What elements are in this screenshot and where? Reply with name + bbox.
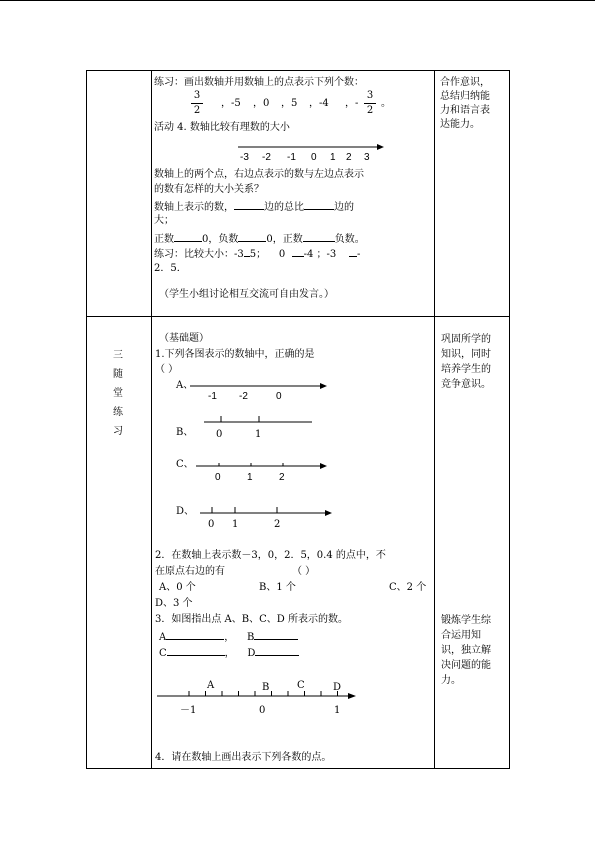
option-c-axis <box>196 463 327 469</box>
answer-blank[interactable] <box>167 645 225 656</box>
axis-number-label: －1 <box>180 705 197 716</box>
question-2-line-1: 2．在数轴上表示数－3，0，2．5，0.4 的点中，不 <box>155 550 386 561</box>
axis-tick-label: 1 <box>330 152 336 163</box>
fill-in-sentence-1-end: 大； <box>154 215 174 226</box>
question-2-paren: （ ） <box>292 566 316 577</box>
option-d-tick-label: 0 <box>208 519 215 530</box>
option-b-tick-label: 1 <box>255 429 262 440</box>
compare-text: 练习：比较大小：-3 <box>154 249 244 260</box>
fill-text: 0，正数 <box>266 234 303 245</box>
value-end: 。 <box>381 98 391 109</box>
question-3-axis <box>157 691 356 699</box>
question-2-option-a: A、0 个 <box>159 582 196 593</box>
fill-text: 0，负数 <box>202 234 239 245</box>
option-d-tick-label: 2 <box>274 519 281 530</box>
value-item: ，5 <box>281 98 298 109</box>
axis-point-label: B <box>262 682 270 693</box>
right-note-line: 力。 <box>441 675 461 686</box>
point-label: D <box>247 648 256 659</box>
section-label-char: 堂 <box>113 388 123 399</box>
question-line-2: 的数有怎样的大小关系？ <box>154 184 264 195</box>
fraction-numerator: 3 <box>366 90 374 101</box>
right-note-line: 力和语言表 <box>440 105 490 116</box>
section-label-char: 三 <box>113 350 123 361</box>
question-2-option-c: C、2 个 <box>389 582 427 593</box>
question-1-paren: （ ） <box>155 364 179 375</box>
option-a-axis <box>190 383 327 389</box>
fill-text: 边的总比 <box>264 202 304 213</box>
right-note-line: 识，独立解 <box>441 645 491 656</box>
answer-blank[interactable] <box>255 645 299 656</box>
question-2-option-d: D、3 个 <box>155 598 193 609</box>
option-c-tick-label: 1 <box>247 472 253 483</box>
question-2-option-b: B、1 个 <box>259 582 296 593</box>
option-b-tick-label: 0 <box>216 429 223 440</box>
option-a-tick-label: 0 <box>276 391 282 402</box>
right-note-line: 合运用知 <box>441 630 481 641</box>
separator: ， <box>224 648 235 659</box>
right-note-line: 达能力。 <box>440 119 480 130</box>
answer-blank[interactable] <box>166 629 224 640</box>
question-2-line-2: 在原点右边的有 <box>155 566 225 577</box>
axis-tick-label: -3 <box>240 152 249 163</box>
right-note-line: 决问题的能 <box>441 660 491 671</box>
right-note-line: 巩固所学的 <box>441 334 491 345</box>
right-note-line: 培养学生的 <box>441 364 491 375</box>
right-note-line: 锻炼学生综 <box>441 615 491 626</box>
separator: ， <box>224 632 235 643</box>
option-a-tick-label: -1 <box>208 391 217 402</box>
axis-tick-label: 2 <box>346 152 352 163</box>
axis-number-label: 0 <box>259 705 266 716</box>
answer-blank[interactable] <box>254 629 298 640</box>
question-3-answer-ab <box>159 629 298 644</box>
right-note-line: 总结归纳能 <box>440 91 490 102</box>
question-line-1: 数轴上的两个点，右边点表示的数与左边点表示 <box>154 169 364 180</box>
value-item: ，- <box>345 98 359 109</box>
point-label: B <box>246 632 255 643</box>
section-label-char: 练 <box>113 407 123 418</box>
value-item: ，-4 <box>309 98 329 109</box>
option-c-tick-label: 2 <box>279 472 285 483</box>
fill-text: 数轴上表示的数， <box>154 202 234 213</box>
axis-number-label: 1 <box>334 705 341 716</box>
fill-text: 边的 <box>334 202 354 213</box>
question-1: 1.下列各图表示的数轴中，正确的是 <box>155 349 315 360</box>
option-c-label: C、 <box>176 459 194 470</box>
axis-tick-label: -2 <box>262 152 271 163</box>
question-4: 4．请在数轴上画出表示下列各数的点。 <box>155 752 332 763</box>
section-label-char: 随 <box>113 369 123 380</box>
compare-text: - <box>356 249 361 260</box>
option-a-label: A、 <box>176 380 194 391</box>
option-d-tick-label: 1 <box>232 519 239 530</box>
axis-point-label: A <box>207 680 215 691</box>
activity-heading: 活动 4. 数轴比较有理数的大小 <box>154 122 290 133</box>
axis-tick-label: 3 <box>364 152 370 163</box>
fill-text: 正数 <box>154 234 174 245</box>
option-c-tick-label: 0 <box>215 472 221 483</box>
axis-tick-label: -1 <box>287 152 296 163</box>
point-label: C <box>159 648 167 659</box>
compare-practice-end: 2．5． <box>154 263 187 274</box>
option-b-axis <box>204 416 312 422</box>
basic-heading: （基础题） <box>159 333 209 344</box>
axis-point-label: D <box>333 682 342 693</box>
right-note-line: 合作意识， <box>440 77 490 88</box>
fraction-numerator: 3 <box>193 90 201 101</box>
fill-text: 负数。 <box>334 234 365 245</box>
point-label: A <box>159 632 167 643</box>
right-note-line: 竞争意识。 <box>441 379 491 390</box>
option-a-tick-label: -2 <box>239 391 248 402</box>
option-d-axis <box>200 507 332 516</box>
discussion-note: （学生小组讨论相互交流可自由发言。） <box>159 289 334 300</box>
option-b-label: B、 <box>176 427 194 438</box>
compare-text: 5； <box>249 249 267 260</box>
question-3-answer-cd <box>159 645 299 660</box>
axis-tick-label: 0 <box>311 152 317 163</box>
section-label-char: 习 <box>113 426 123 437</box>
question-3: 3．如图指出点 A、B、C、D 所表示的数。 <box>155 614 348 625</box>
right-note-line: 知识，同时 <box>441 349 491 360</box>
axis-point-label: C <box>297 680 305 691</box>
value-item: ，-5 <box>221 98 241 109</box>
compare-text: -4 ；-3 <box>303 249 337 260</box>
fraction-denominator: 2 <box>366 105 374 116</box>
practice-title: 练习：画出数轴并用数轴上的点表示下列个数： <box>154 77 364 88</box>
fraction-denominator: 2 <box>193 105 201 116</box>
compare-text: 0 <box>278 249 286 260</box>
value-item: ，0 <box>253 98 270 109</box>
option-d-label: D、 <box>176 506 195 517</box>
